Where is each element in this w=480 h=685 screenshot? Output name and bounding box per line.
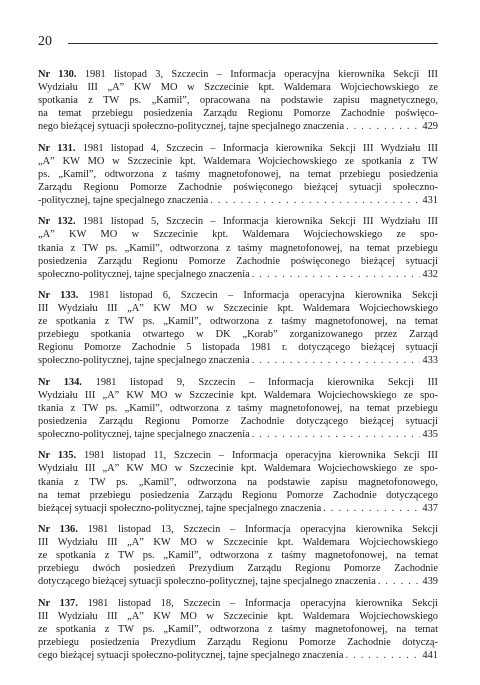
entry-text: nego bieżącej sytuacji społeczno-politycznej, tajne specjalnego znaczenia (38, 121, 345, 133)
entry-line (38, 562, 438, 575)
entry-line (38, 315, 438, 328)
entry-last-line (38, 575, 438, 588)
entry-page-number: 439 (422, 576, 438, 588)
entry-line (38, 142, 438, 155)
entry-text: Wydziału III „A” KW MO w Szczecinie kpt. Waldemara Wojciechowskiego ze (38, 82, 438, 94)
entry-last-line (38, 502, 438, 515)
entry-number: Nr 133. (38, 289, 79, 301)
toc-entry (38, 289, 438, 368)
entry-page-number: 432 (422, 268, 438, 280)
entry-text: ze spotkania z TW ps. „Kamil”, odtworzona z taśmy magnetofonowej, na temat (38, 316, 438, 328)
toc-entry (38, 68, 438, 133)
entry-text: spotkania z TW ps. „Kamil”, opracowana na podstawie zapisu magnetycznego, (38, 95, 438, 107)
dot-leader (346, 120, 420, 133)
entry-text: III Wydziału III „A” KW MO w Szczecinie kpt. Waldemara Wojciechowskiego (38, 610, 438, 622)
entry-text: ze spotkania z TW ps. „Kamil”, odtworzona z taśmy magnetofonowej, na temat (38, 550, 438, 562)
entry-text: Regionu Pomorze Zachodnie 5 listopada 1981 r. dotyczącego bieżącej sytuacji (38, 342, 438, 354)
table-of-contents (38, 68, 438, 670)
entry-line (38, 549, 438, 562)
entry-page-number: 435 (422, 429, 438, 441)
toc-entry (38, 449, 438, 514)
entry-line (38, 302, 438, 315)
entry-number: Nr 136. (38, 524, 78, 536)
entry-line (38, 107, 438, 120)
entry-line (38, 168, 438, 181)
entry-text: 1981 listopad 4, Szczecin – Informacja kierownika Sekcji III Wydziału III (82, 142, 438, 154)
toc-entry (38, 142, 438, 207)
dot-leader (210, 194, 420, 207)
header-rule (68, 43, 438, 44)
entry-text: 1981 listopad 11, Szczecin – Informacja operacyjna kierownika Sekcji III (83, 450, 438, 462)
entry-text: tkania z TW ps. „Kamil”, odtworzona na podstawie zapisu magnetofonowego, (38, 476, 438, 488)
entry-line (38, 449, 438, 462)
toc-entry (38, 215, 438, 280)
entry-text: tkania z TW ps. „Kamil”, odtworzona z taśmy magnetofonowej, na temat przebiegu (38, 402, 438, 414)
entry-text: Zarządu Regionu Pomorze Zachodnie poświęconego bieżącej sytuacji społeczno- (38, 181, 438, 193)
entry-text: ze spotkania z TW ps. „Kamil”, odtworzona z taśmy magnetofonowej, na temat (38, 623, 438, 635)
entry-line (38, 610, 438, 623)
dot-leader (252, 428, 421, 441)
entry-line (38, 181, 438, 194)
entry-number: Nr 135. (38, 450, 77, 462)
entry-text: 1981 listopad 6, Szczecin – Informacja operacyjna kierownika Sekcji (88, 289, 438, 301)
entry-line (38, 68, 438, 81)
entry-text: „A” KW MO w Szczecinie kpt. Waldemara Wojciechowskiego ze spo- (38, 229, 438, 241)
entry-text: 1981 listopad 3, Szczecin – Informacja operacyjna kierownika Sekcji III (84, 69, 438, 80)
entry-line (38, 81, 438, 94)
entry-text: społeczno-politycznej, tajne specjalnego znaczenia (38, 429, 250, 441)
entry-line (38, 623, 438, 636)
dot-leader (252, 268, 421, 281)
entry-line (38, 536, 438, 549)
entry-line (38, 155, 438, 168)
entry-last-line (38, 194, 438, 207)
entry-text: III Wydziału III „A” KW MO w Szczecinie kpt. Waldemara Wojciechowskiego (38, 303, 438, 315)
entry-number: Nr 132. (38, 216, 76, 228)
dot-leader (378, 575, 421, 588)
entry-text: na temat przebiegu posiedzenia Zarządu Regionu Pomorze Zachodnie poświęco- (38, 108, 438, 120)
entry-line (38, 389, 438, 402)
entry-line (38, 523, 438, 536)
entry-text: 1981 listopad 5, Szczecin – Informacja kierownika Sekcji III Wydziału III (82, 216, 438, 228)
entry-line (38, 376, 438, 389)
entry-line (38, 215, 438, 228)
entry-number: Nr 130. (38, 69, 77, 80)
entry-text: przebiegu dwóch posiedzeń Prezydium Zarządu Regionu Pomorze Zachodnie (38, 563, 438, 575)
entry-last-line (38, 354, 438, 367)
page-number: 20 (38, 34, 52, 49)
toc-entry (38, 376, 438, 441)
entry-line (38, 94, 438, 107)
entry-page-number: 441 (422, 650, 438, 662)
entry-number: Nr 131. (38, 142, 76, 154)
entry-line (38, 476, 438, 489)
entry-page-number: 437 (422, 502, 438, 514)
entry-line (38, 489, 438, 502)
entry-line (38, 402, 438, 415)
entry-line (38, 289, 438, 302)
entry-line (38, 255, 438, 268)
entry-line (38, 242, 438, 255)
entry-last-line (38, 268, 438, 281)
entry-page-number: 429 (422, 121, 438, 133)
entry-page-number: 433 (422, 355, 438, 367)
entry-last-line (38, 120, 438, 133)
entry-line (38, 597, 438, 610)
entry-last-line (38, 649, 438, 662)
entry-text: 1981 listopad 13, Szczecin – Informacja operacyjna kierownika Sekcji (87, 524, 438, 536)
entry-text: przebiegu spotkania otwartego w DK „Korab” zorganizowanego przez Zarząd (38, 329, 438, 341)
entry-text: bieżącej sytuacji społeczno-politycznej, tajne specjalnego znaczenia (38, 502, 322, 514)
entry-text: ps. „Kamil”, odtworzona z taśmy magnetofonowej, na temat przebiegu posiedzenia (38, 168, 438, 180)
entry-line (38, 228, 438, 241)
entry-text: przebiegu posiedzenia Prezydium Zarządu Regionu Pomorze Zachodnie dotyczą- (38, 636, 438, 648)
entry-text: społeczno-politycznej, tajne specjalnego znaczenia (38, 268, 250, 280)
dot-leader (346, 649, 421, 662)
dot-leader (323, 502, 420, 515)
entry-line (38, 415, 438, 428)
entry-line (38, 462, 438, 475)
entry-text: -politycznej, tajne specjalnego znaczenia (38, 195, 209, 207)
entry-text: III Wydziału III „A” KW MO w Szczecinie kpt. Waldemara Wojciechowskiego (38, 537, 438, 549)
entry-text: na temat przebiegu posiedzenia Zarządu Regionu Pomorze Zachodnie dotyczącego (38, 489, 438, 501)
entry-text: 1981 listopad 18, Szczecin – Informacja operacyjna kierownika Sekcji (87, 597, 438, 609)
toc-entry (38, 597, 438, 662)
entry-line (38, 341, 438, 354)
entry-number: Nr 134. (38, 376, 82, 388)
entry-text: dotyczącego bieżącej sytuacji społeczno-politycznej, tajne specjalnego znaczenia (38, 576, 376, 588)
entry-text: posiedzenia Zarządu Regionu Pomorze Zachodnie poświęconego bieżącej sytuacji (38, 255, 438, 267)
entry-text: Wydziału III „A” KW MO w Szczecinie kpt. Waldemara Wojciechowskiego ze spo- (38, 389, 438, 401)
entry-text: „A” KW MO w Szczecinie kpt. Waldemara Wojciechowskiego ze spotkania z TW (38, 155, 438, 167)
entry-page-number: 431 (422, 195, 438, 207)
toc-entry (38, 523, 438, 588)
entry-number: Nr 137. (38, 597, 78, 609)
entry-text: cego bieżącej sytuacji społeczno-politycznej, tajne specjalnego znaczenia (38, 650, 344, 662)
entry-line (38, 636, 438, 649)
entry-text: tkania z TW ps. „Kamil”, odtworzona z taśmy magnetofonowej, na temat przebiegu (38, 242, 438, 254)
entry-text: 1981 listopad 9, Szczecin – Informacja kierownika Sekcji III (95, 376, 438, 388)
entry-line (38, 328, 438, 341)
page-header (38, 34, 438, 50)
entry-text: Wydziału III „A” KW MO w Szczecinie kpt. Waldemara Wojciechowskiego ze spo- (38, 463, 438, 475)
entry-text: społeczno-politycznej, tajne specjalnego znaczenia (38, 355, 250, 367)
entry-last-line (38, 428, 438, 441)
entry-text: posiedzenia Zarządu Regionu Pomorze Zachodnie dotyczącego bieżącej sytuacji (38, 416, 438, 427)
dot-leader (252, 354, 421, 367)
